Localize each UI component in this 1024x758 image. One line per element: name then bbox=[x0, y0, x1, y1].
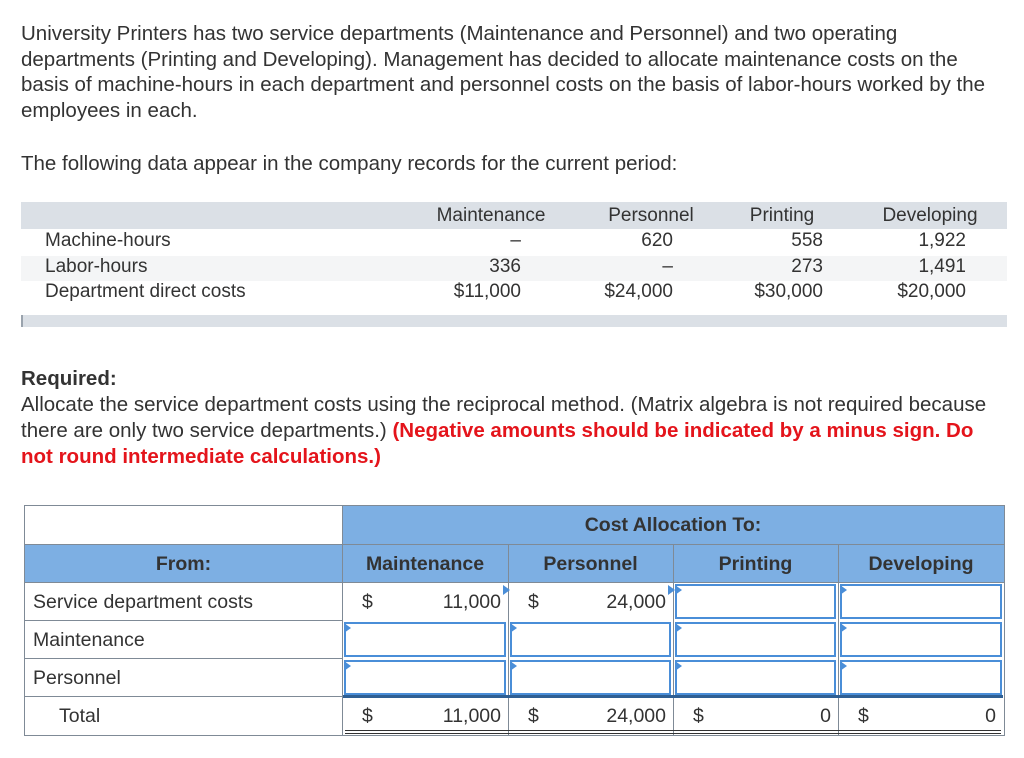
row-label-direct-costs: Department direct costs bbox=[45, 281, 246, 302]
divider bbox=[342, 506, 343, 735]
col-header-developing: Developing bbox=[882, 205, 978, 226]
input-flag-icon bbox=[503, 585, 510, 595]
divider bbox=[25, 582, 1004, 583]
cost-allocation-banner: Cost Allocation To: bbox=[584, 514, 762, 536]
cell: 620 bbox=[641, 230, 673, 251]
personnel-developing-input[interactable] bbox=[840, 660, 1002, 695]
cell: $11,000 bbox=[453, 281, 521, 302]
cell: $20,000 bbox=[897, 281, 966, 302]
required-note: (Negative amounts should be indicated by a minus sign. Do not round intermediate calculations.) bbox=[21, 419, 974, 468]
problem-intro: University Printers has two service departments (Maintenance and Personnel) and two operating departments (Printing and Developing). Management has decided to allocate maintenance costs on the basis of machine-hours in each department and personnel costs on the basis of labor-hours worked by the employees in each. bbox=[21, 22, 986, 122]
company-records-table bbox=[21, 202, 1007, 328]
input-flag-icon bbox=[510, 661, 517, 671]
input-flag-icon bbox=[344, 661, 351, 671]
cell: $30,000 bbox=[754, 281, 823, 302]
divider bbox=[25, 696, 342, 697]
input-flag-icon bbox=[840, 585, 847, 595]
personnel-printing-input[interactable] bbox=[675, 660, 836, 695]
service-developing-input[interactable] bbox=[840, 584, 1002, 619]
currency-symbol: $ bbox=[858, 705, 869, 727]
maintenance-printing-input[interactable] bbox=[675, 622, 836, 657]
currency-symbol: $ bbox=[693, 705, 704, 727]
required-text: Allocate the service department costs using the reciprocal method. (Matrix algebra is not required because there are only two service departments.) bbox=[21, 393, 987, 442]
allocation-table bbox=[24, 505, 1005, 736]
maintenance-personnel-input[interactable] bbox=[510, 622, 671, 657]
cell: – bbox=[510, 230, 521, 251]
personnel-maintenance-input[interactable] bbox=[344, 660, 506, 695]
cell: – bbox=[662, 256, 673, 277]
cell: 558 bbox=[791, 230, 823, 251]
col-developing: Developing bbox=[868, 553, 974, 575]
input-flag-icon bbox=[840, 661, 847, 671]
input-flag-icon bbox=[675, 585, 682, 595]
total-developing: 0 bbox=[985, 705, 996, 727]
total-double-underline bbox=[345, 730, 1001, 734]
table-scroll-bar bbox=[21, 315, 1007, 327]
required-section bbox=[21, 366, 1006, 470]
currency-symbol: $ bbox=[362, 705, 373, 727]
required-title: Required: bbox=[21, 367, 117, 390]
col-printing: Printing bbox=[718, 553, 793, 575]
cell: 1,922 bbox=[918, 230, 966, 251]
input-flag-icon bbox=[840, 623, 847, 633]
cell: $24,000 bbox=[604, 281, 673, 302]
cell: 336 bbox=[489, 256, 521, 277]
col-header-printing: Printing bbox=[749, 205, 815, 226]
service-printing-input[interactable] bbox=[675, 584, 836, 619]
maintenance-maintenance-input[interactable] bbox=[344, 622, 506, 657]
divider bbox=[25, 658, 342, 659]
total-maintenance: 11,000 bbox=[442, 705, 501, 727]
service-maintenance-value: 11,000 bbox=[442, 591, 501, 613]
input-flag-icon bbox=[510, 623, 517, 633]
input-flag-icon bbox=[344, 623, 351, 633]
from-label: From: bbox=[155, 553, 212, 575]
col-maintenance: Maintenance bbox=[365, 553, 485, 575]
maintenance-developing-input[interactable] bbox=[840, 622, 1002, 657]
total-personnel: 24,000 bbox=[606, 705, 666, 727]
row-label-labor-hours: Labor-hours bbox=[45, 256, 148, 277]
divider bbox=[25, 620, 342, 621]
total-printing: 0 bbox=[820, 705, 831, 727]
cell: 1,491 bbox=[918, 256, 966, 277]
currency-symbol: $ bbox=[528, 591, 539, 613]
row-maintenance: Maintenance bbox=[33, 629, 145, 651]
col-header-personnel: Personnel bbox=[608, 205, 694, 226]
input-flag-icon bbox=[668, 585, 675, 595]
personnel-personnel-input[interactable] bbox=[510, 660, 671, 695]
row-personnel: Personnel bbox=[33, 667, 121, 689]
currency-symbol: $ bbox=[528, 705, 539, 727]
service-personnel-value: 24,000 bbox=[606, 591, 666, 613]
divider bbox=[25, 544, 1004, 545]
currency-symbol: $ bbox=[362, 591, 373, 613]
input-flag-icon bbox=[675, 661, 682, 671]
following-text: The following data appear in the company records for the current period: bbox=[21, 152, 678, 175]
row-label-machine-hours: Machine-hours bbox=[45, 230, 171, 251]
row-service-costs: Service department costs bbox=[33, 591, 254, 613]
total-separator bbox=[343, 695, 1003, 698]
col-personnel: Personnel bbox=[543, 553, 638, 575]
input-flag-icon bbox=[675, 623, 682, 633]
cell: 273 bbox=[791, 256, 823, 277]
col-header-maintenance: Maintenance bbox=[436, 205, 546, 226]
row-total: Total bbox=[59, 705, 101, 727]
